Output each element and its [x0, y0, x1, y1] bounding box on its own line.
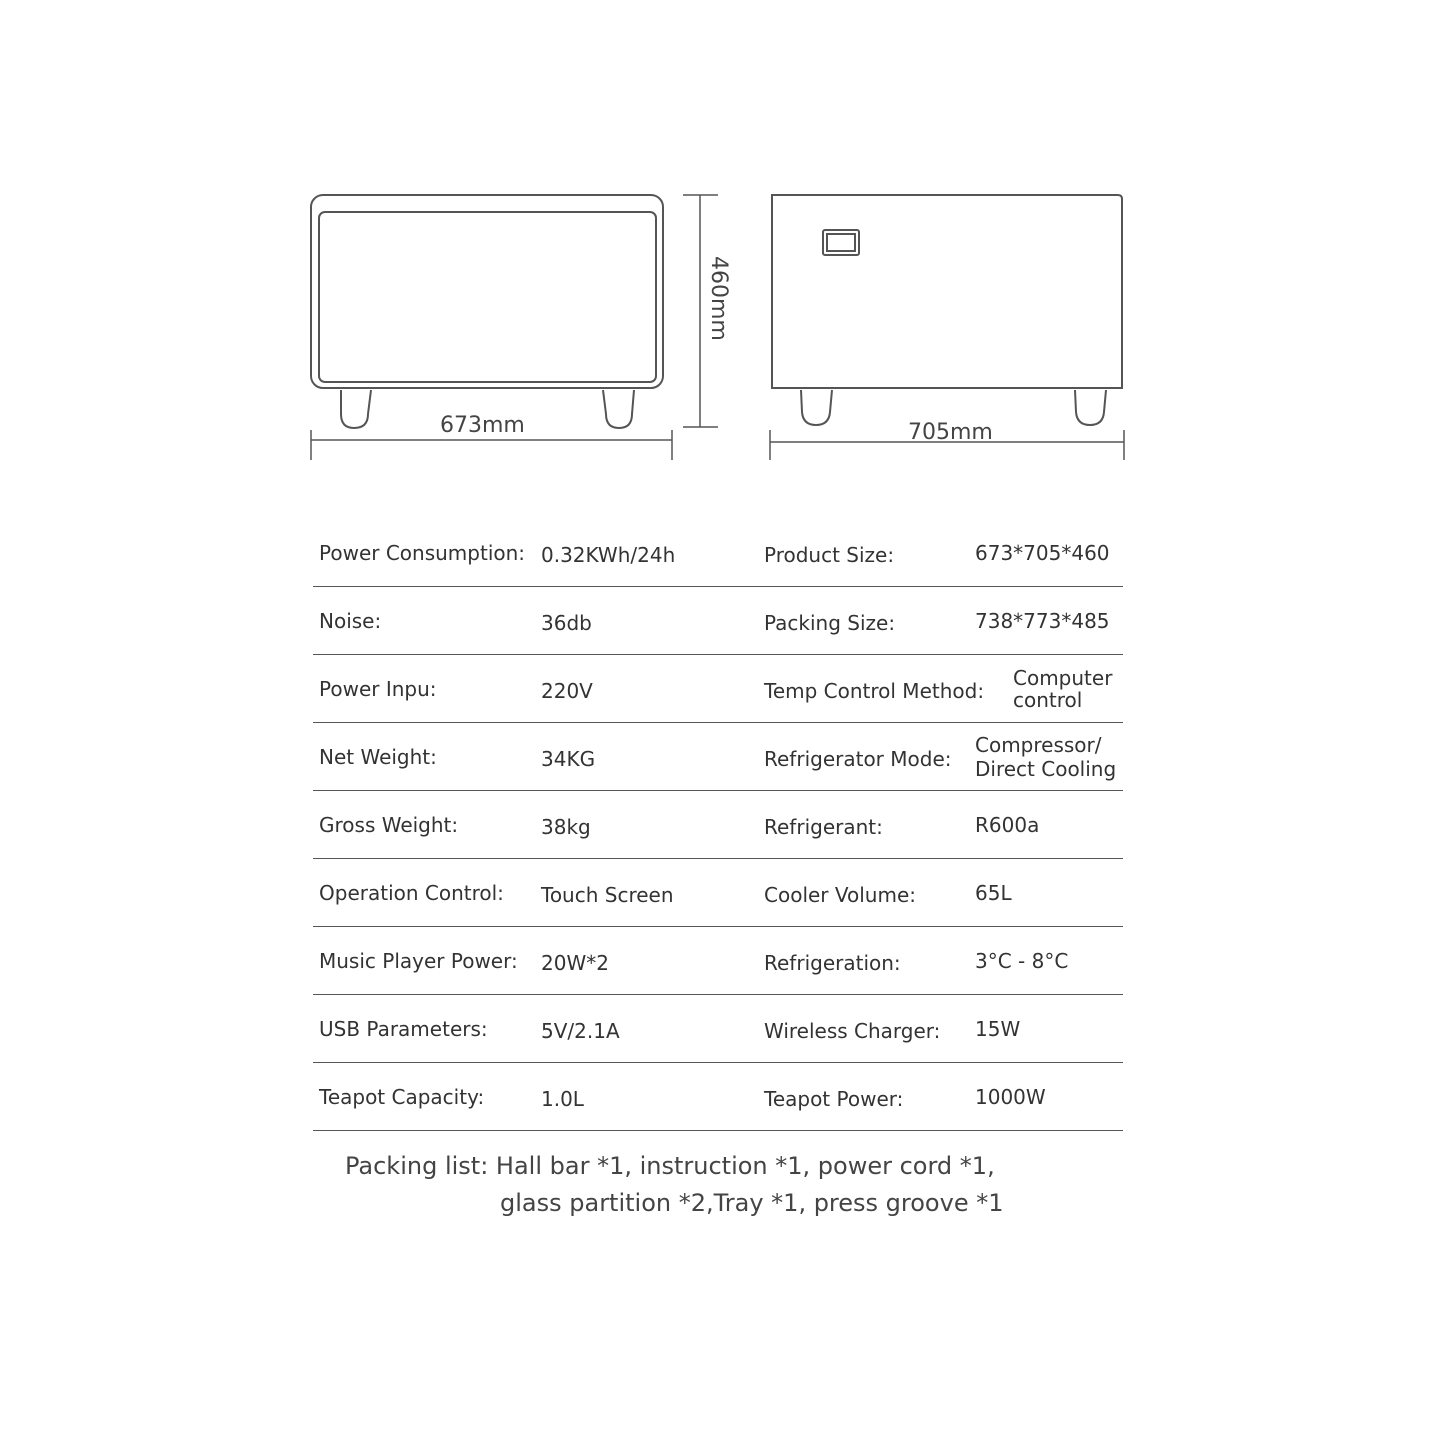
- spec-label: Power Inpu:: [319, 676, 437, 701]
- spec-value: 36db: [541, 610, 592, 635]
- spec-label: Packing Size:: [764, 610, 896, 635]
- front-view-screen: [319, 212, 656, 382]
- spec-value: 65L: [975, 880, 1012, 905]
- packing-list-line-1: [345, 1148, 1003, 1185]
- front-right-leg: [603, 390, 634, 428]
- spec-label: Wireless Charger:: [764, 1018, 941, 1043]
- spec-value: 738*773*485: [975, 608, 1110, 633]
- spec-value: Touch Screen: [541, 882, 674, 907]
- table-row: [313, 791, 1123, 859]
- spec-label: Music Player Power:: [319, 948, 518, 973]
- table-row: [313, 655, 1123, 723]
- front-left-leg: [341, 390, 371, 428]
- spec-value: 1000W: [975, 1084, 1046, 1109]
- packing-list-items-1: Hall bar *1, instruction *1, power cord *1,: [495, 1152, 995, 1180]
- spec-value: Computer control: [1013, 665, 1113, 712]
- spec-value: 220V: [541, 678, 593, 703]
- table-row: [313, 587, 1123, 655]
- spec-value: 38kg: [541, 814, 591, 839]
- spec-value: 0.32KWh/24h: [541, 542, 676, 567]
- spec-label: Product Size:: [764, 542, 895, 567]
- spec-label: Gross Weight:: [319, 812, 459, 837]
- spec-value: 673*705*460: [975, 540, 1110, 565]
- side-view-body: [772, 195, 1122, 388]
- side-left-leg: [801, 390, 832, 425]
- side-panel-button-inner: [827, 234, 855, 251]
- spec-label: USB Parameters:: [319, 1016, 488, 1041]
- front-view-body: [311, 195, 663, 388]
- spec-label: Cooler Volume:: [764, 882, 917, 907]
- packing-list-label: Packing list:: [345, 1152, 489, 1180]
- spec-value: 1.0L: [541, 1086, 584, 1111]
- spec-label: Power Consumption:: [319, 540, 526, 565]
- spec-value: 34KG: [541, 746, 596, 771]
- spec-label: Operation Control:: [319, 880, 504, 905]
- side-view: [772, 195, 1122, 425]
- table-row: [313, 995, 1123, 1063]
- spec-value: R600a: [975, 812, 1040, 837]
- dimension-drawing: [0, 0, 1445, 500]
- side-depth-label: 705mm: [908, 420, 993, 445]
- spec-label: Temp Control Method:: [764, 678, 985, 703]
- spec-label: Refrigerant:: [764, 814, 883, 839]
- specs-table: [313, 519, 1123, 1131]
- spec-value: 15W: [975, 1016, 1021, 1041]
- spec-label: Teapot Power:: [764, 1086, 904, 1111]
- spec-label: Refrigerator Mode:: [764, 746, 952, 771]
- spec-value: Compressor/ Direct Cooling: [975, 732, 1117, 781]
- spec-label: Noise:: [319, 608, 382, 633]
- front-width-label: 673mm: [440, 413, 525, 438]
- front-view: [311, 195, 663, 428]
- spec-label: Teapot Capacity:: [319, 1084, 485, 1109]
- spec-label: Net Weight:: [319, 744, 437, 769]
- packing-list-items-2: glass partition *2,Tray *1, press groove *1: [500, 1189, 1004, 1217]
- spec-label: Refrigeration:: [764, 950, 901, 975]
- spec-value: 3°C - 8°C: [975, 948, 1069, 973]
- spec-value: 5V/2.1A: [541, 1018, 620, 1043]
- spec-value: 20W*2: [541, 950, 609, 975]
- table-row: [313, 927, 1123, 995]
- table-row: [313, 859, 1123, 927]
- table-row: [313, 519, 1123, 587]
- table-row: [313, 1063, 1123, 1131]
- packing-list: [345, 1148, 1003, 1222]
- table-row: [313, 723, 1123, 791]
- height-label: 460mm: [706, 256, 731, 341]
- side-right-leg: [1075, 390, 1106, 425]
